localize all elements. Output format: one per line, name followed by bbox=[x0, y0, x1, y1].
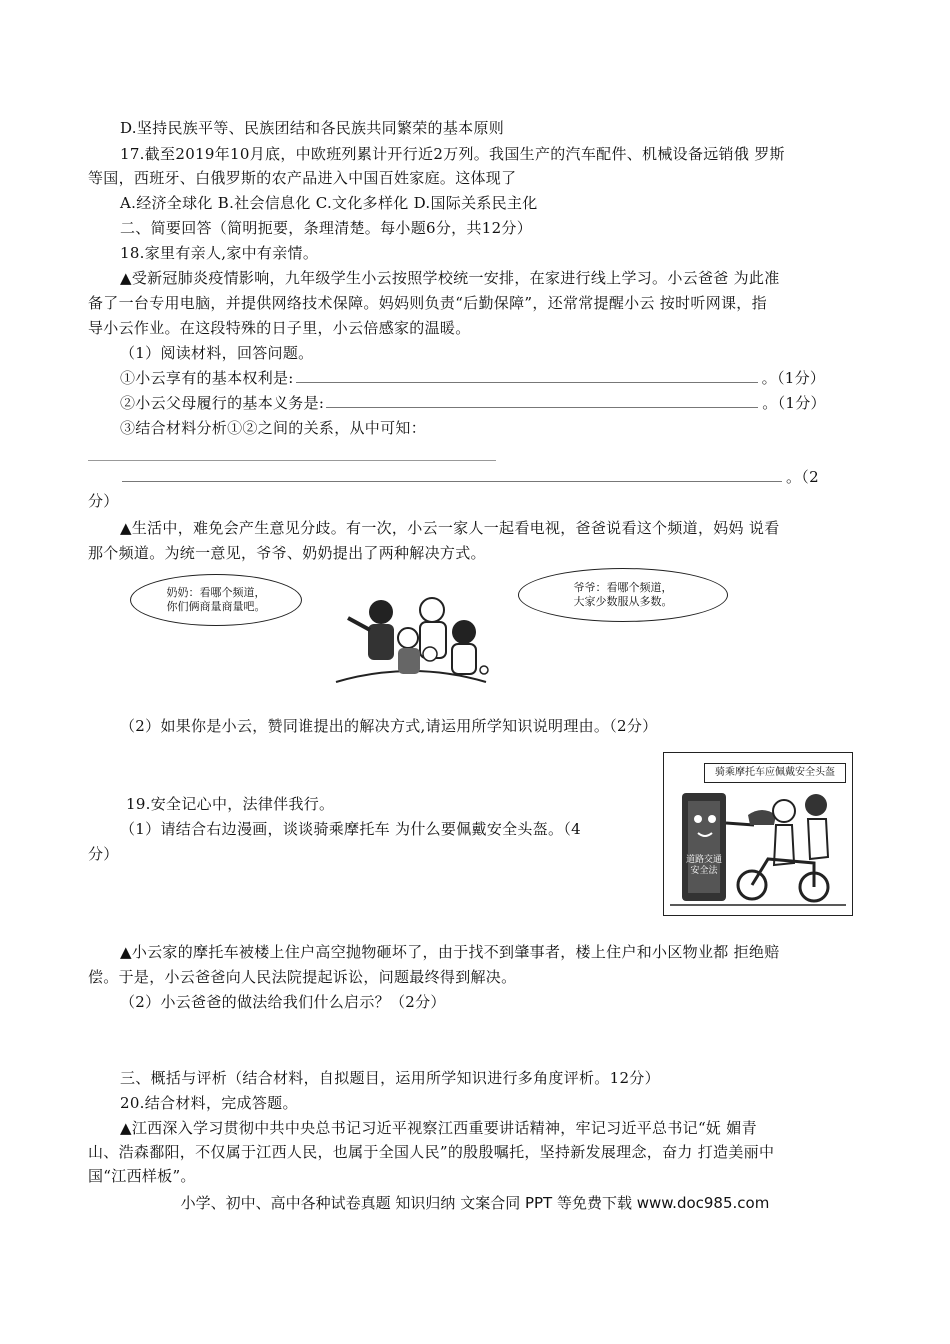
subquestion-1: （1）阅读材料，回答问题。 bbox=[120, 344, 314, 362]
page-footer: 小学、初中、高中各种试卷真题 知识归纳 文案合同 PPT 等免费下载 www.doc985.com bbox=[180, 1194, 770, 1212]
comic-book-label-1: 道路交通 bbox=[686, 855, 723, 865]
answer-prompt-duties: ②小云父母履行的基本义务是: bbox=[120, 394, 325, 412]
answer-prompt-rights: ①小云享有的基本权利是: bbox=[120, 369, 294, 387]
question-19-title: 19.安全记心中，法律伴我行。 bbox=[126, 795, 335, 813]
speech-bubble-grandpa bbox=[518, 568, 728, 622]
material-4-line-2: 山、浩森鄱阳，不仅属于江西人民，也属于全国人民”的殷殷嘱托，坚持新发展理念，奋力 打造美丽中 bbox=[88, 1143, 775, 1161]
material-3-line-1: ▲小云家的摩托车被楼上住户高空抛物砸坏了，由于找不到肇事者，楼上住户和小区物业都 拒绝赔 bbox=[120, 943, 780, 961]
bubble-grandpa-line-1: 爷爷：看哪个频道， bbox=[573, 581, 673, 594]
section-3-heading: 三、概括与评析（结合材料，自拟题目，运用所学知识进行多角度评析。12分） bbox=[120, 1069, 660, 1087]
material-3-line-2: 偿。于是，小云爸爸向人民法院提起诉讼，问题最终得到解决。 bbox=[88, 968, 517, 986]
answer-line-rights bbox=[120, 368, 825, 388]
answer-blank-relation-1[interactable] bbox=[88, 460, 496, 461]
question-17-options: A.经济全球化 B.社会信息化 C.文化多样化 D.国际关系民主化 bbox=[120, 194, 538, 212]
material-1-line-1: ▲受新冠肺炎疫情影响，九年级学生小云按照学校统一安排，在家进行线上学习。小云爸爸 为此准 bbox=[120, 269, 780, 287]
question-17-line-1: 17.截至2019年10月底，中欧班列累计开行近2万列。我国生产的汽车配件、机械设备远销俄 罗斯 bbox=[120, 145, 785, 163]
bubble-grandma-line-1: 奶奶：看哪个频道， bbox=[166, 586, 266, 599]
subquestion-1-3: ③结合材料分析①②之间的关系，从中可知： bbox=[120, 419, 427, 437]
answer-score-relation-cont: 分） bbox=[88, 492, 119, 510]
comic-book-label-2: 安全法 bbox=[690, 866, 718, 876]
option-d-line: D.坚持民族平等、民族团结和各民族共同繁荣的基本原则 bbox=[120, 119, 505, 137]
question-17-line-2: 等国，西班牙、白俄罗斯的农产品进入中国百姓家庭。这体现了 bbox=[88, 169, 517, 187]
material-4-line-3: 国“江西样板”。 bbox=[88, 1167, 196, 1185]
material-1-line-3: 导小云作业。在这段特殊的日子里，小云倍感家的温暖。 bbox=[88, 319, 471, 337]
answer-blank-relation-2[interactable] bbox=[122, 467, 782, 482]
speech-bubble-grandma bbox=[130, 574, 302, 626]
comic-drawing bbox=[664, 753, 852, 915]
answer-line-relation-2 bbox=[120, 467, 819, 487]
section-2-heading: 二、简要回答（简明扼要，条理清楚。每小题6分，共12分） bbox=[120, 219, 533, 237]
question-18-title: 18.家里有亲人,家中有亲情。 bbox=[120, 244, 319, 262]
answer-blank-rights[interactable] bbox=[296, 368, 758, 383]
comic-caption: 骑乘摩托车应佩戴安全头盔 bbox=[704, 763, 846, 783]
subquestion-2: （2）如果你是小云，赞同谁提出的解决方式,请运用所学知识说明理由。（2分） bbox=[120, 717, 658, 735]
question-19-sub-2: （2）小云爸爸的做法给我们什么启示？（2分） bbox=[120, 993, 446, 1011]
comic-book-label bbox=[686, 855, 722, 877]
answer-score-duties: 。（1分） bbox=[762, 394, 826, 412]
material-2-line-2: 那个频道。为统一意见，爷爷、奶奶提出了两种解决方式。 bbox=[88, 544, 486, 562]
question-19-sub-1: （1）请结合右边漫画，谈谈骑乘摩托车 为什么要佩戴安全头盔。（4 bbox=[120, 820, 581, 838]
answer-blank-duties[interactable] bbox=[326, 393, 758, 408]
helmet-comic bbox=[663, 752, 853, 916]
material-1-line-2: 备了一台专用电脑，并提供网络技术保障。妈妈则负责“后勤保障”，还常常提醒小云 按时听网课，指 bbox=[88, 294, 767, 312]
answer-line-duties bbox=[120, 393, 826, 413]
answer-score-rights: 。（1分） bbox=[761, 369, 826, 387]
answer-score-relation: 。（2 bbox=[786, 468, 819, 486]
bubble-grandpa-line-2: 大家少数服从多数。 bbox=[573, 595, 673, 608]
bubble-grandma-line-2: 你们俩商量商量吧。 bbox=[166, 600, 266, 613]
material-4-line-1: ▲江西深入学习贯彻中共中央总书记习近平视察江西重要讲话精神，牢记习近平总书记“妩 媚青 bbox=[120, 1119, 757, 1137]
question-19-sub-1-cont: 分） bbox=[88, 845, 119, 863]
material-2-line-1: ▲生活中，难免会产生意见分歧。有一次，小云一家人一起看电视，爸爸说看这个频道，妈妈 说看 bbox=[120, 519, 780, 537]
family-illustration bbox=[326, 590, 496, 690]
question-20-title: 20.结合材料，完成答题。 bbox=[120, 1094, 298, 1112]
